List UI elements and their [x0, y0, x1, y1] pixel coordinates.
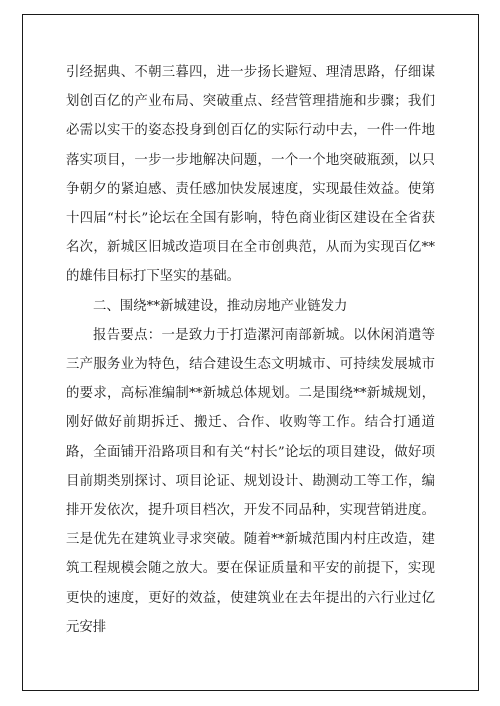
paragraph-report-points: 报告要点：一是致力于打造漯河南部新城。以休闲消遣等三产服务业为特色，结合建设生态文明城市、可持续发展城市的要求，高标准编制**新城总体规划。二是围绕**新城规划，刚好做好前期拆迁、搬迁、合作、收购等工作。结合打通道路，全面铺开沿路项目和有关“村长”论坛的项目建设，做好项目前期类别探讨、项目论证、规划设计、勘测动工等工作，编排开发依次，提升项目档次，开发不同品种，实现营销进度。三是优先在建筑业寻求突破。随着**新城范围内村庄改造，建筑工程规模会随之放大。要在保证质量和平安的前提下，实现更快的速度，更好的效益，使建筑业在去年提出的六行业过亿元安排 — [66, 327, 435, 635]
document-body — [66, 58, 435, 642]
paragraph-intro: 引经据典、不朝三暮四，进一步扬长避短、理清思路，仔细谋划创百亿的产业布局、突破重点、经营管理措施和步骤；我们必需以实干的姿态投身到创百亿的实际行动中去，一件一件地落实项目，一步一步地解决问题，一个一个地突破瓶颈，以只争朝夕的紧迫感、责任感加快发展速度，实现最佳效益。使第十四届“村长”论坛在全国有影响，特色商业街区建设在全省获名次，新城区旧城改造项目在全市创典范，从而为实现百亿**的雄伟目标打下坚实的基础。 — [66, 65, 435, 285]
section-heading: 二、围绕**新城建设，推动房地产业链发力 — [93, 298, 348, 314]
